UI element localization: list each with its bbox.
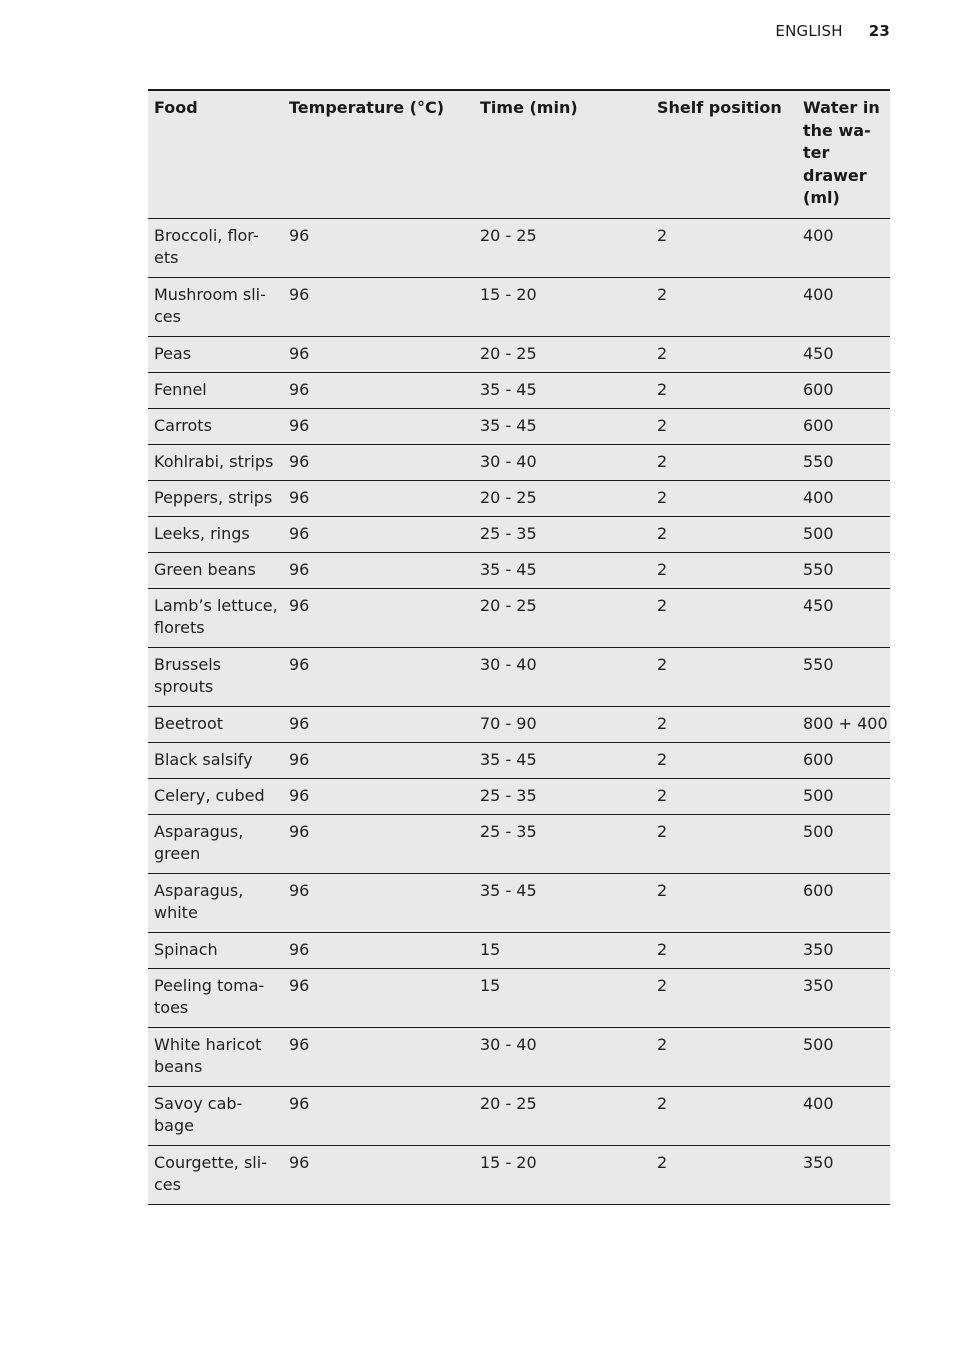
cell-food: Beetroot [154, 713, 224, 733]
cell-temperature: 96 [289, 749, 310, 769]
cell-time: 15 [480, 975, 501, 995]
column-header-temperature: Temperature (°C) [289, 98, 445, 117]
cell-shelf-position: 2 [657, 880, 668, 900]
cell-temperature: 96 [289, 939, 310, 959]
cell-food: Black salsify [154, 749, 253, 769]
cell-shelf-position: 2 [657, 225, 668, 245]
table-row [148, 552, 890, 588]
cell-food: Kohlrabi, strips [154, 451, 274, 471]
cell-shelf-position: 2 [657, 415, 668, 435]
cell-water: 350 [803, 975, 834, 995]
language-label: ENGLISH [775, 22, 843, 40]
cell-shelf-position: 2 [657, 713, 668, 733]
cell-shelf-position: 2 [657, 343, 668, 363]
cell-water: 500 [803, 1034, 834, 1054]
cell-time: 20 - 25 [480, 487, 537, 507]
cell-time: 35 - 45 [480, 379, 537, 399]
cell-water: 500 [803, 821, 834, 841]
table-row [148, 372, 890, 408]
cell-water: 600 [803, 379, 834, 399]
cell-water: 500 [803, 523, 834, 543]
cell-food: Leeks, rings [154, 523, 250, 543]
table-row [148, 647, 890, 706]
column-header-water: Water in the wa-ter drawer (ml) [803, 98, 880, 207]
table-row [148, 516, 890, 552]
cell-time: 35 - 45 [480, 749, 537, 769]
steam-cooking-vegetables-table [148, 89, 890, 1205]
column-header-food: Food [154, 98, 198, 117]
table-row [148, 778, 890, 814]
cell-time: 35 - 45 [480, 559, 537, 579]
cell-temperature: 96 [289, 559, 310, 579]
cell-time: 15 [480, 939, 501, 959]
column-header-time: Time (min) [480, 98, 578, 117]
cell-food: Mushroom sli-ces [154, 284, 266, 326]
cell-temperature: 96 [289, 284, 310, 304]
cell-food: Savoy cab-bage [154, 1093, 243, 1135]
cell-water: 450 [803, 343, 834, 363]
cell-shelf-position: 2 [657, 975, 668, 995]
cell-food: Peeling toma-toes [154, 975, 265, 1017]
cell-water: 550 [803, 451, 834, 471]
cell-time: 20 - 25 [480, 595, 537, 615]
table-row [148, 480, 890, 516]
cell-temperature: 96 [289, 654, 310, 674]
cell-shelf-position: 2 [657, 284, 668, 304]
cell-water: 400 [803, 284, 834, 304]
cell-time: 35 - 45 [480, 880, 537, 900]
cell-shelf-position: 2 [657, 523, 668, 543]
cell-shelf-position: 2 [657, 595, 668, 615]
cell-water: 600 [803, 749, 834, 769]
cell-temperature: 96 [289, 1093, 310, 1113]
cell-time: 70 - 90 [480, 713, 537, 733]
cell-shelf-position: 2 [657, 785, 668, 805]
cell-water: 600 [803, 880, 834, 900]
table-body [148, 218, 890, 1204]
cell-food: Green beans [154, 559, 256, 579]
cell-water: 800 + 400 [803, 713, 888, 733]
cell-food: Broccoli, flor-ets [154, 225, 259, 267]
cell-shelf-position: 2 [657, 821, 668, 841]
cell-temperature: 96 [289, 975, 310, 995]
cell-time: 30 - 40 [480, 1034, 537, 1054]
cell-water: 550 [803, 559, 834, 579]
cell-water: 400 [803, 487, 834, 507]
table-row [148, 1086, 890, 1145]
cell-time: 25 - 35 [480, 821, 537, 841]
cell-water: 350 [803, 1152, 834, 1172]
cell-temperature: 96 [289, 1152, 310, 1172]
table-row [148, 444, 890, 480]
table-row [148, 742, 890, 778]
cell-time: 15 - 20 [480, 1152, 537, 1172]
cell-water: 400 [803, 1093, 834, 1113]
cell-food: Peppers, strips [154, 487, 273, 507]
cell-food: Carrots [154, 415, 212, 435]
cell-shelf-position: 2 [657, 487, 668, 507]
table-row [148, 588, 890, 647]
table-row [148, 277, 890, 336]
cell-temperature: 96 [289, 451, 310, 471]
cell-time: 30 - 40 [480, 654, 537, 674]
cell-water: 450 [803, 595, 834, 615]
table-row [148, 336, 890, 372]
cell-time: 20 - 25 [480, 343, 537, 363]
cell-shelf-position: 2 [657, 654, 668, 674]
cell-time: 25 - 35 [480, 785, 537, 805]
cell-temperature: 96 [289, 379, 310, 399]
cell-shelf-position: 2 [657, 749, 668, 769]
cell-time: 30 - 40 [480, 451, 537, 471]
cell-shelf-position: 2 [657, 1093, 668, 1113]
cell-temperature: 96 [289, 487, 310, 507]
cell-time: 20 - 25 [480, 225, 537, 245]
table-row [148, 873, 890, 932]
cell-shelf-position: 2 [657, 559, 668, 579]
cell-water: 400 [803, 225, 834, 245]
cell-food: Fennel [154, 379, 207, 399]
cell-food: Lamb’s lettuce, florets [154, 595, 278, 637]
table-row [148, 1145, 890, 1204]
cell-time: 20 - 25 [480, 1093, 537, 1113]
cell-shelf-position: 2 [657, 1152, 668, 1172]
cell-water: 500 [803, 785, 834, 805]
cell-shelf-position: 2 [657, 1034, 668, 1054]
cell-food: White haricot beans [154, 1034, 262, 1076]
cell-temperature: 96 [289, 415, 310, 435]
cell-temperature: 96 [289, 880, 310, 900]
cell-temperature: 96 [289, 343, 310, 363]
cell-shelf-position: 2 [657, 379, 668, 399]
cell-temperature: 96 [289, 1034, 310, 1054]
cell-food: Spinach [154, 939, 218, 959]
table-row [148, 932, 890, 968]
table-row [148, 814, 890, 873]
cell-time: 15 - 20 [480, 284, 537, 304]
cell-time: 35 - 45 [480, 415, 537, 435]
cell-food: Brussels sprouts [154, 654, 221, 696]
cell-temperature: 96 [289, 225, 310, 245]
cell-food: Asparagus, white [154, 880, 244, 922]
cell-water: 350 [803, 939, 834, 959]
page-number: 23 [868, 22, 890, 40]
table-row [148, 968, 890, 1027]
table-row [148, 1027, 890, 1086]
table-row [148, 706, 890, 742]
cell-temperature: 96 [289, 821, 310, 841]
cell-food: Peas [154, 343, 192, 363]
table-row [148, 408, 890, 444]
cell-food: Asparagus, green [154, 821, 244, 863]
cell-temperature: 96 [289, 785, 310, 805]
cell-shelf-position: 2 [657, 939, 668, 959]
cell-water: 550 [803, 654, 834, 674]
column-header-shelf-position: Shelf position [657, 98, 782, 117]
cell-temperature: 96 [289, 595, 310, 615]
cell-food: Celery, cubed [154, 785, 265, 805]
cell-temperature: 96 [289, 523, 310, 543]
page-header [775, 22, 890, 40]
table-header-row [148, 90, 890, 218]
cell-temperature: 96 [289, 713, 310, 733]
cell-shelf-position: 2 [657, 451, 668, 471]
table-row [148, 218, 890, 277]
cell-food: Courgette, sli-ces [154, 1152, 267, 1194]
cell-water: 600 [803, 415, 834, 435]
cell-time: 25 - 35 [480, 523, 537, 543]
